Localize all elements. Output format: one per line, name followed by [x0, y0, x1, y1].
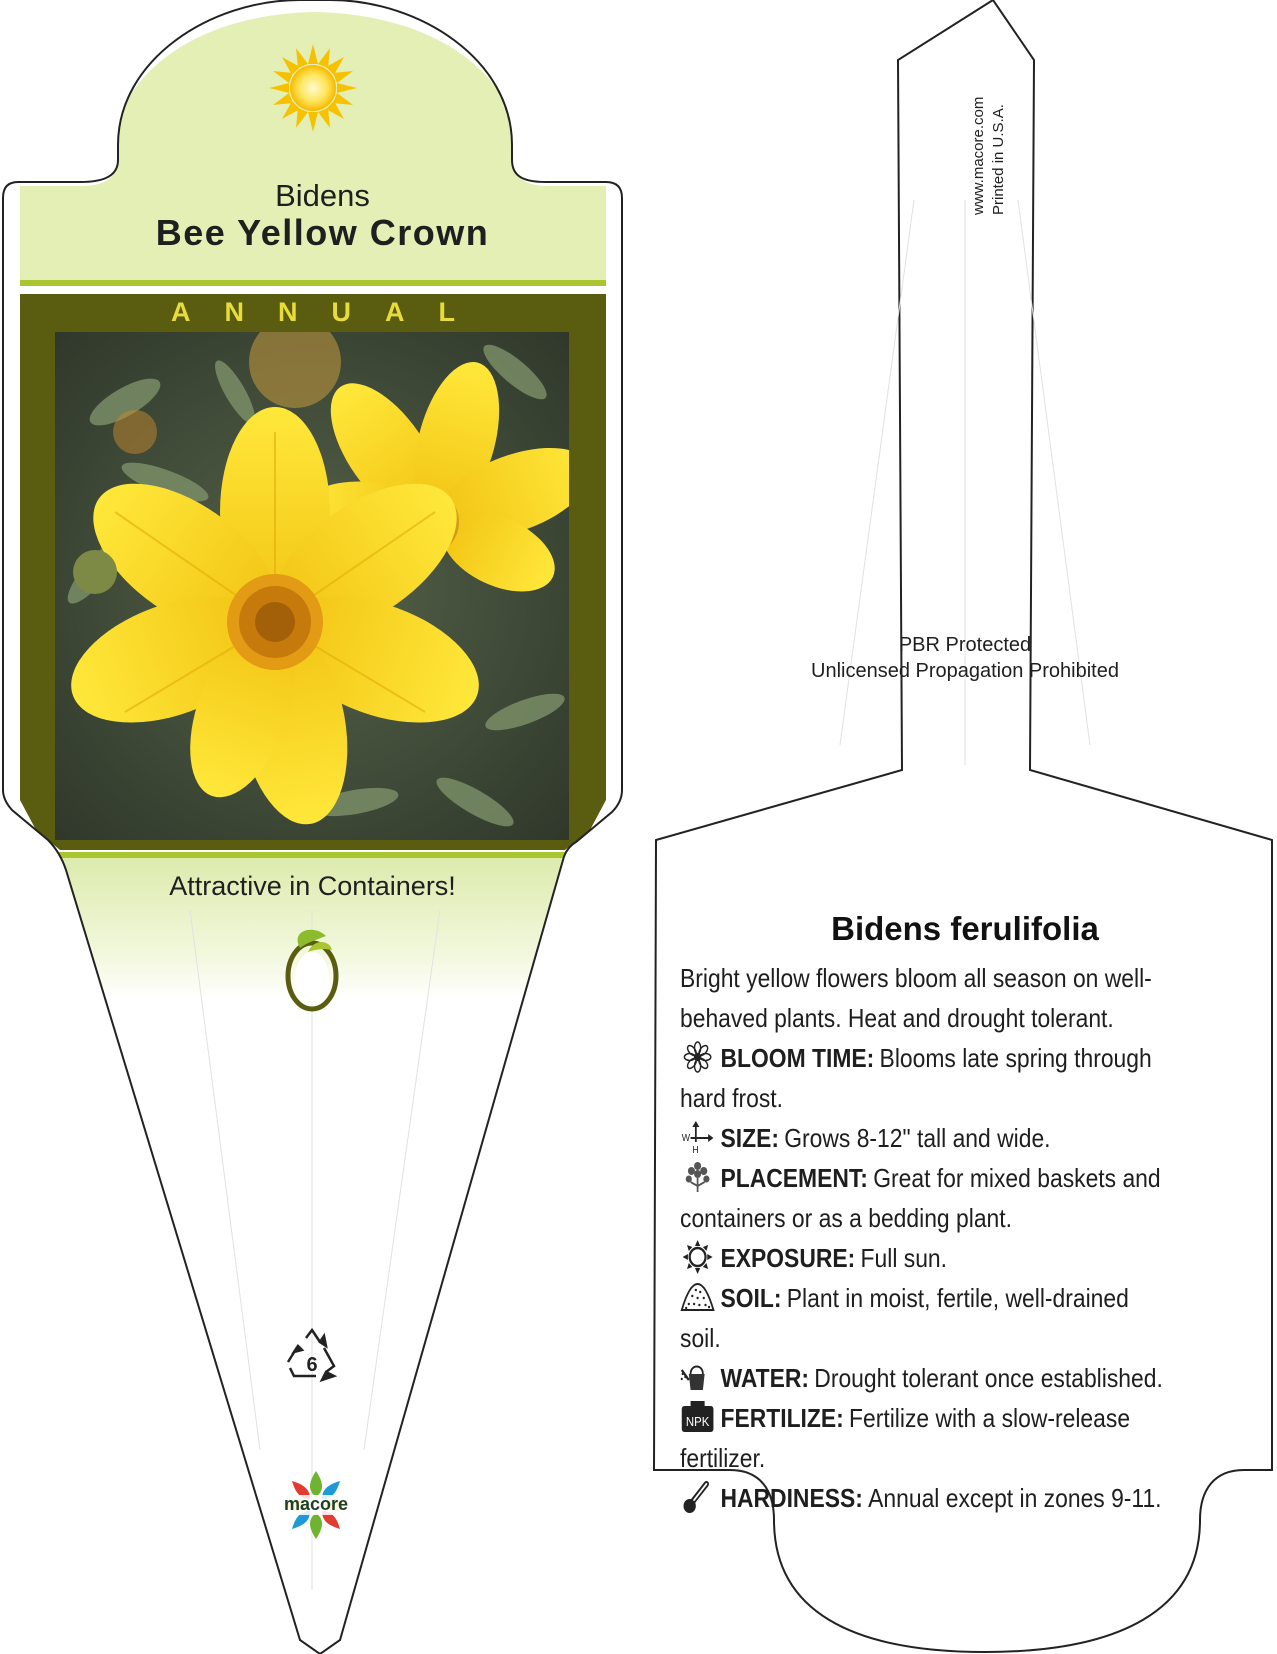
watering-can-icon: [680, 1360, 715, 1394]
care-label: WATER:: [720, 1363, 810, 1393]
description: Bright yellow flowers bloom all season on well-behaved plants. Heat and drought tolerant.: [680, 963, 1152, 1033]
care-exposure: [680, 1238, 1173, 1278]
variety-name: Bee Yellow Crown: [155, 212, 490, 253]
care-label: EXPOSURE:: [720, 1243, 856, 1273]
thermometer-icon: [680, 1480, 715, 1514]
npk-label: NPK: [685, 1414, 710, 1430]
care-soil: [680, 1278, 1173, 1358]
pbr-notice: [760, 632, 1170, 684]
care-instructions: [680, 958, 1173, 1518]
care-placement: [680, 1158, 1173, 1238]
full-sun-icon: [269, 44, 357, 132]
care-bloom-time: [680, 1038, 1173, 1118]
care-text: Grows 8-12" tall and wide.: [784, 1123, 1051, 1153]
care-water: [680, 1358, 1173, 1398]
care-text: Fertilize with a slow-release fertilizer.: [680, 1403, 1131, 1473]
tagline: Attractive in Containers!: [169, 871, 456, 901]
botanical-name: Bidens ferulifolia: [831, 910, 1099, 947]
care-label: SIZE:: [720, 1123, 779, 1153]
care-size: [680, 1118, 1173, 1158]
care-label: FERTILIZE:: [720, 1403, 844, 1433]
care-text: Blooms late spring through hard frost.: [680, 1043, 1152, 1113]
brand-name: macore: [283, 1494, 349, 1514]
care-label: SOIL:: [720, 1283, 782, 1313]
care-text: Plant in moist, fertile, well-drained soil.: [680, 1283, 1129, 1353]
size-h-letter: H: [692, 1143, 699, 1154]
sun-exposure-icon: [680, 1240, 715, 1274]
npk-fertilizer-icon: [680, 1400, 715, 1434]
pbr-line-1: PBR Protected: [898, 634, 1032, 656]
category-label: ANNUAL: [171, 297, 489, 327]
pbr-line-2: Unlicensed Propagation Prohibited: [811, 660, 1119, 682]
care-text: Great for mixed baskets and containers or as a bedding plant.: [680, 1163, 1161, 1233]
care-label: HARDINESS:: [720, 1483, 863, 1513]
recycle-number: 6: [306, 1354, 318, 1376]
care-text: Drought tolerant once established.: [814, 1363, 1163, 1393]
care-label: PLACEMENT:: [720, 1163, 868, 1193]
website: www.macore.com: [970, 96, 987, 215]
placement-plant-icon: [680, 1160, 715, 1194]
care-fertilize: [680, 1398, 1173, 1478]
flower-photo: [55, 332, 569, 840]
care-text: Annual except in zones 9-11.: [868, 1483, 1162, 1513]
printed-info: [990, 55, 1008, 215]
common-name: Bidens: [275, 178, 370, 213]
website-info: [970, 55, 988, 215]
size-w-letter: W: [681, 1131, 691, 1144]
printed-in: Printed in U.S.A.: [990, 104, 1007, 215]
bloom-flower-icon: [680, 1040, 715, 1074]
soil-pile-icon: [680, 1280, 715, 1314]
size-arrows-icon: [680, 1120, 715, 1154]
care-label: BLOOM TIME:: [720, 1043, 875, 1073]
care-hardiness: [680, 1478, 1173, 1518]
care-text: Full sun.: [860, 1243, 948, 1273]
